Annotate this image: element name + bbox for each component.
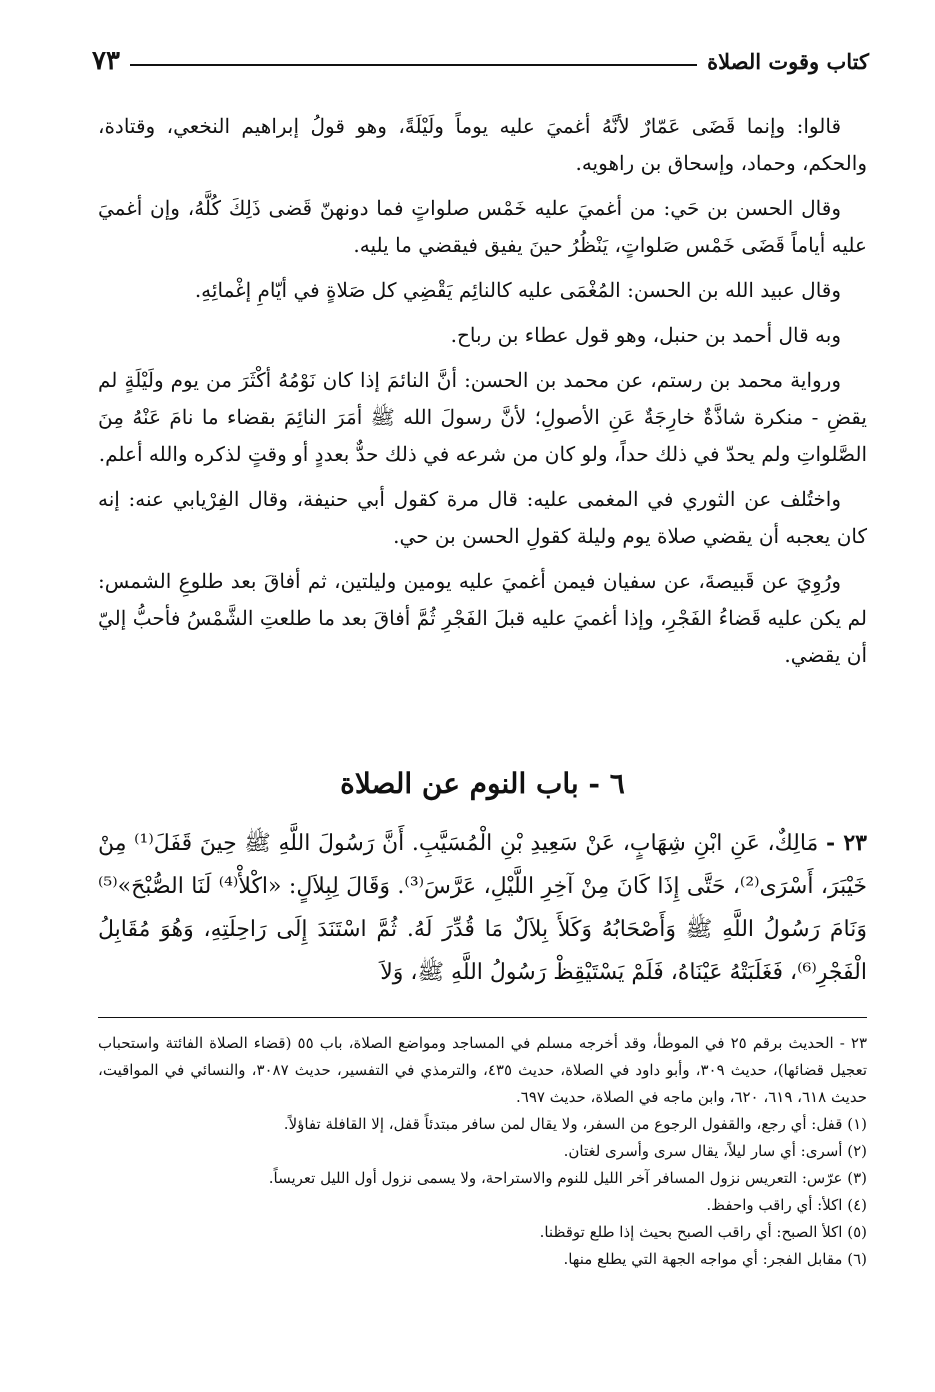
footnote-item: (٤) اكلأ: أي راقب واحفظ. bbox=[706, 1196, 867, 1214]
hadith-block bbox=[98, 822, 867, 994]
paragraph: قالوا: وإنما قَضَى عَمّارٌ لأنَّهُ أغميَ عليه يوماً ولَيْلَةً، وهو قولُ إبراهيم النخعي، وقتادة، والحكم، وحماد، وإسحاق بن راهويه. bbox=[98, 114, 867, 175]
footnote-item: (٥) اكلأ الصبح: أي راقب الصبح بحيث إذا طلع توقظنا. bbox=[539, 1223, 867, 1241]
footnote-item: (١) قفل: أي رجع، والقفول الرجوع من السفر، ولا يقال لمن سافر مبتدئاً قفل، إلا القافلة تفاؤلاً. bbox=[283, 1115, 867, 1133]
paragraph: وقال الحسن بن حَي: من أغميَ عليه خَمْس صلواتٍ فما دونهنّ قَضى ذَلِكَ كُلَّهُ، وإن أغميَ عليه أياماً قَضَى خَمْس صَلواتٍ، يَنْظُرُ حينَ يفيق فيقضي ما يليه. bbox=[98, 196, 867, 257]
footnotes bbox=[98, 1030, 867, 1273]
chapter-heading: ٦ - باب النوم عن الصلاة bbox=[340, 767, 625, 800]
footnote-item: (٦) مقابل الفجر: أي مواجه الجهة التي يطلع منها. bbox=[563, 1250, 867, 1268]
header-rule bbox=[130, 64, 697, 66]
paragraph: ورواية محمد بن رستم، عن محمد بن الحسن: أنَّ النائمَ إذا كان نَوْمُهُ أكْثَرَ من يوم ولَيْلَةٍ لم يقضِ - منكرة شاذَّةٌ خارِجَةٌ عَنِ الأصولِ؛ لأنَّ رسولَ الله ﷺ أمَرَ النائِمَ بقضاء ما نامَ عَنْهُ مِنَ الصَّلواتِ ولم يحدّ في ذلك حداً، ولو كان من شرعه في ذلك حدٌّ بعددٍ أو وقتٍ لذكره والله أعلم. bbox=[98, 368, 867, 466]
main-text bbox=[98, 108, 867, 682]
paragraph: واختُلف عن الثوري في المغمى عليه: قال مرة كقول أبي حنيفة، وقال الفِرْيابي عنه: إنه كان يعجبه أن يقضي صلاة يوم وليلة كقولِ الحسن بن حي. bbox=[98, 487, 867, 548]
paragraph: وبه قال أحمد بن حنبل، وهو قول عطاء بن رباح. bbox=[450, 323, 841, 347]
footnote-source: ٢٣ - الحديث برقم ٢٥ في الموطأ، وقد أخرجه مسلم في المساجد ومواضع الصلاة، باب ٥٥ (قضاء الصلاة الفائتة واستحباب تعجيل قضائها)، حديث ٣٠٩، وأبو داود في الصلاة، حديث ٤٣٥، والترمذي في التفسير، حديث ٣٠٨٧، والنسائي في المواقيت، حديث ٦١٨، ٦١٩، ٦٢٠، وابن ماجه في الصلاة، حديث ٦٩٧. bbox=[98, 1034, 868, 1106]
page-number: ٧٣ bbox=[92, 46, 120, 76]
paragraph: ورُوِيَ عن قَبيصةَ، عن سفيان فيمن أغميَ عليه يومين وليلتين، ثم أفاقَ بعد طلوعِ الشمس: لم يكن عليه قَضاءُ الفَجْرِ، وإذا أغميَ عليه قبلَ الفَجْرِ ثُمَّ أفاقَ بعد ما طلعتِ الشَّمْسُ فأحبُّ إليّ أن يقضي. bbox=[98, 569, 867, 667]
running-header bbox=[92, 40, 869, 74]
hadith-text: مَالِكٌ، عَنِ ابْنِ شِهَابٍ، عَنْ سَعِيدِ بْنِ الْمُسَيَّبِ. أَنَّ رَسُولَ اللَّهِ ﷺ حِينَ قَفَلَ⁽¹⁾ مِنْ خَيْبَرَ، أَسْرَى⁽²⁾، حَتَّى إِذَا كَانَ مِنْ آخِرِ اللَّيْلِ، عَرَّسَ⁽³⁾. وَقَالَ لِبِلاَلٍ: «اكْلأْ⁽⁴⁾ لَنَا الصُّبْحَ»⁽⁵⁾ وَنَامَ رَسُولُ اللَّهِ ﷺ وَأَصْحَابُهُ وَكَلأَ بِلاَلٌ مَا قُدِّرَ لَهُ. ثُمَّ اسْتَنَدَ إِلَى رَاحِلَتِهِ، وَهُوَ مُقَابِلُ الْفَجْرِ⁽⁶⁾، فَغَلَبَتْهُ عَيْنَاهُ، فَلَمْ يَسْتَيْقِظْ رَسُولُ اللَّهِ ﷺ، وَلاَ bbox=[98, 831, 867, 985]
hadith-number: ٢٣ - bbox=[825, 830, 867, 856]
footnote-item: (٣) عرّس: التعريس نزول المسافر آخر الليل للنوم والاستراحة، ولا يسمى نزول أول الليل تعريساً. bbox=[268, 1169, 867, 1187]
running-title: كتاب وقوت الصلاة bbox=[707, 49, 869, 74]
paragraph: وقال عبيد الله بن الحسن: المُغْمَى عليه كالنائِم يَقْضِي كل صَلاةٍ في أيّامِ إغْمائِهِ. bbox=[194, 278, 841, 302]
hadith-paragraph bbox=[98, 822, 867, 994]
footnote-divider bbox=[98, 1017, 867, 1018]
footnote-item: (٢) أسرى: أي سار ليلاً، يقال سرى وأسرى لغتان. bbox=[563, 1142, 867, 1160]
